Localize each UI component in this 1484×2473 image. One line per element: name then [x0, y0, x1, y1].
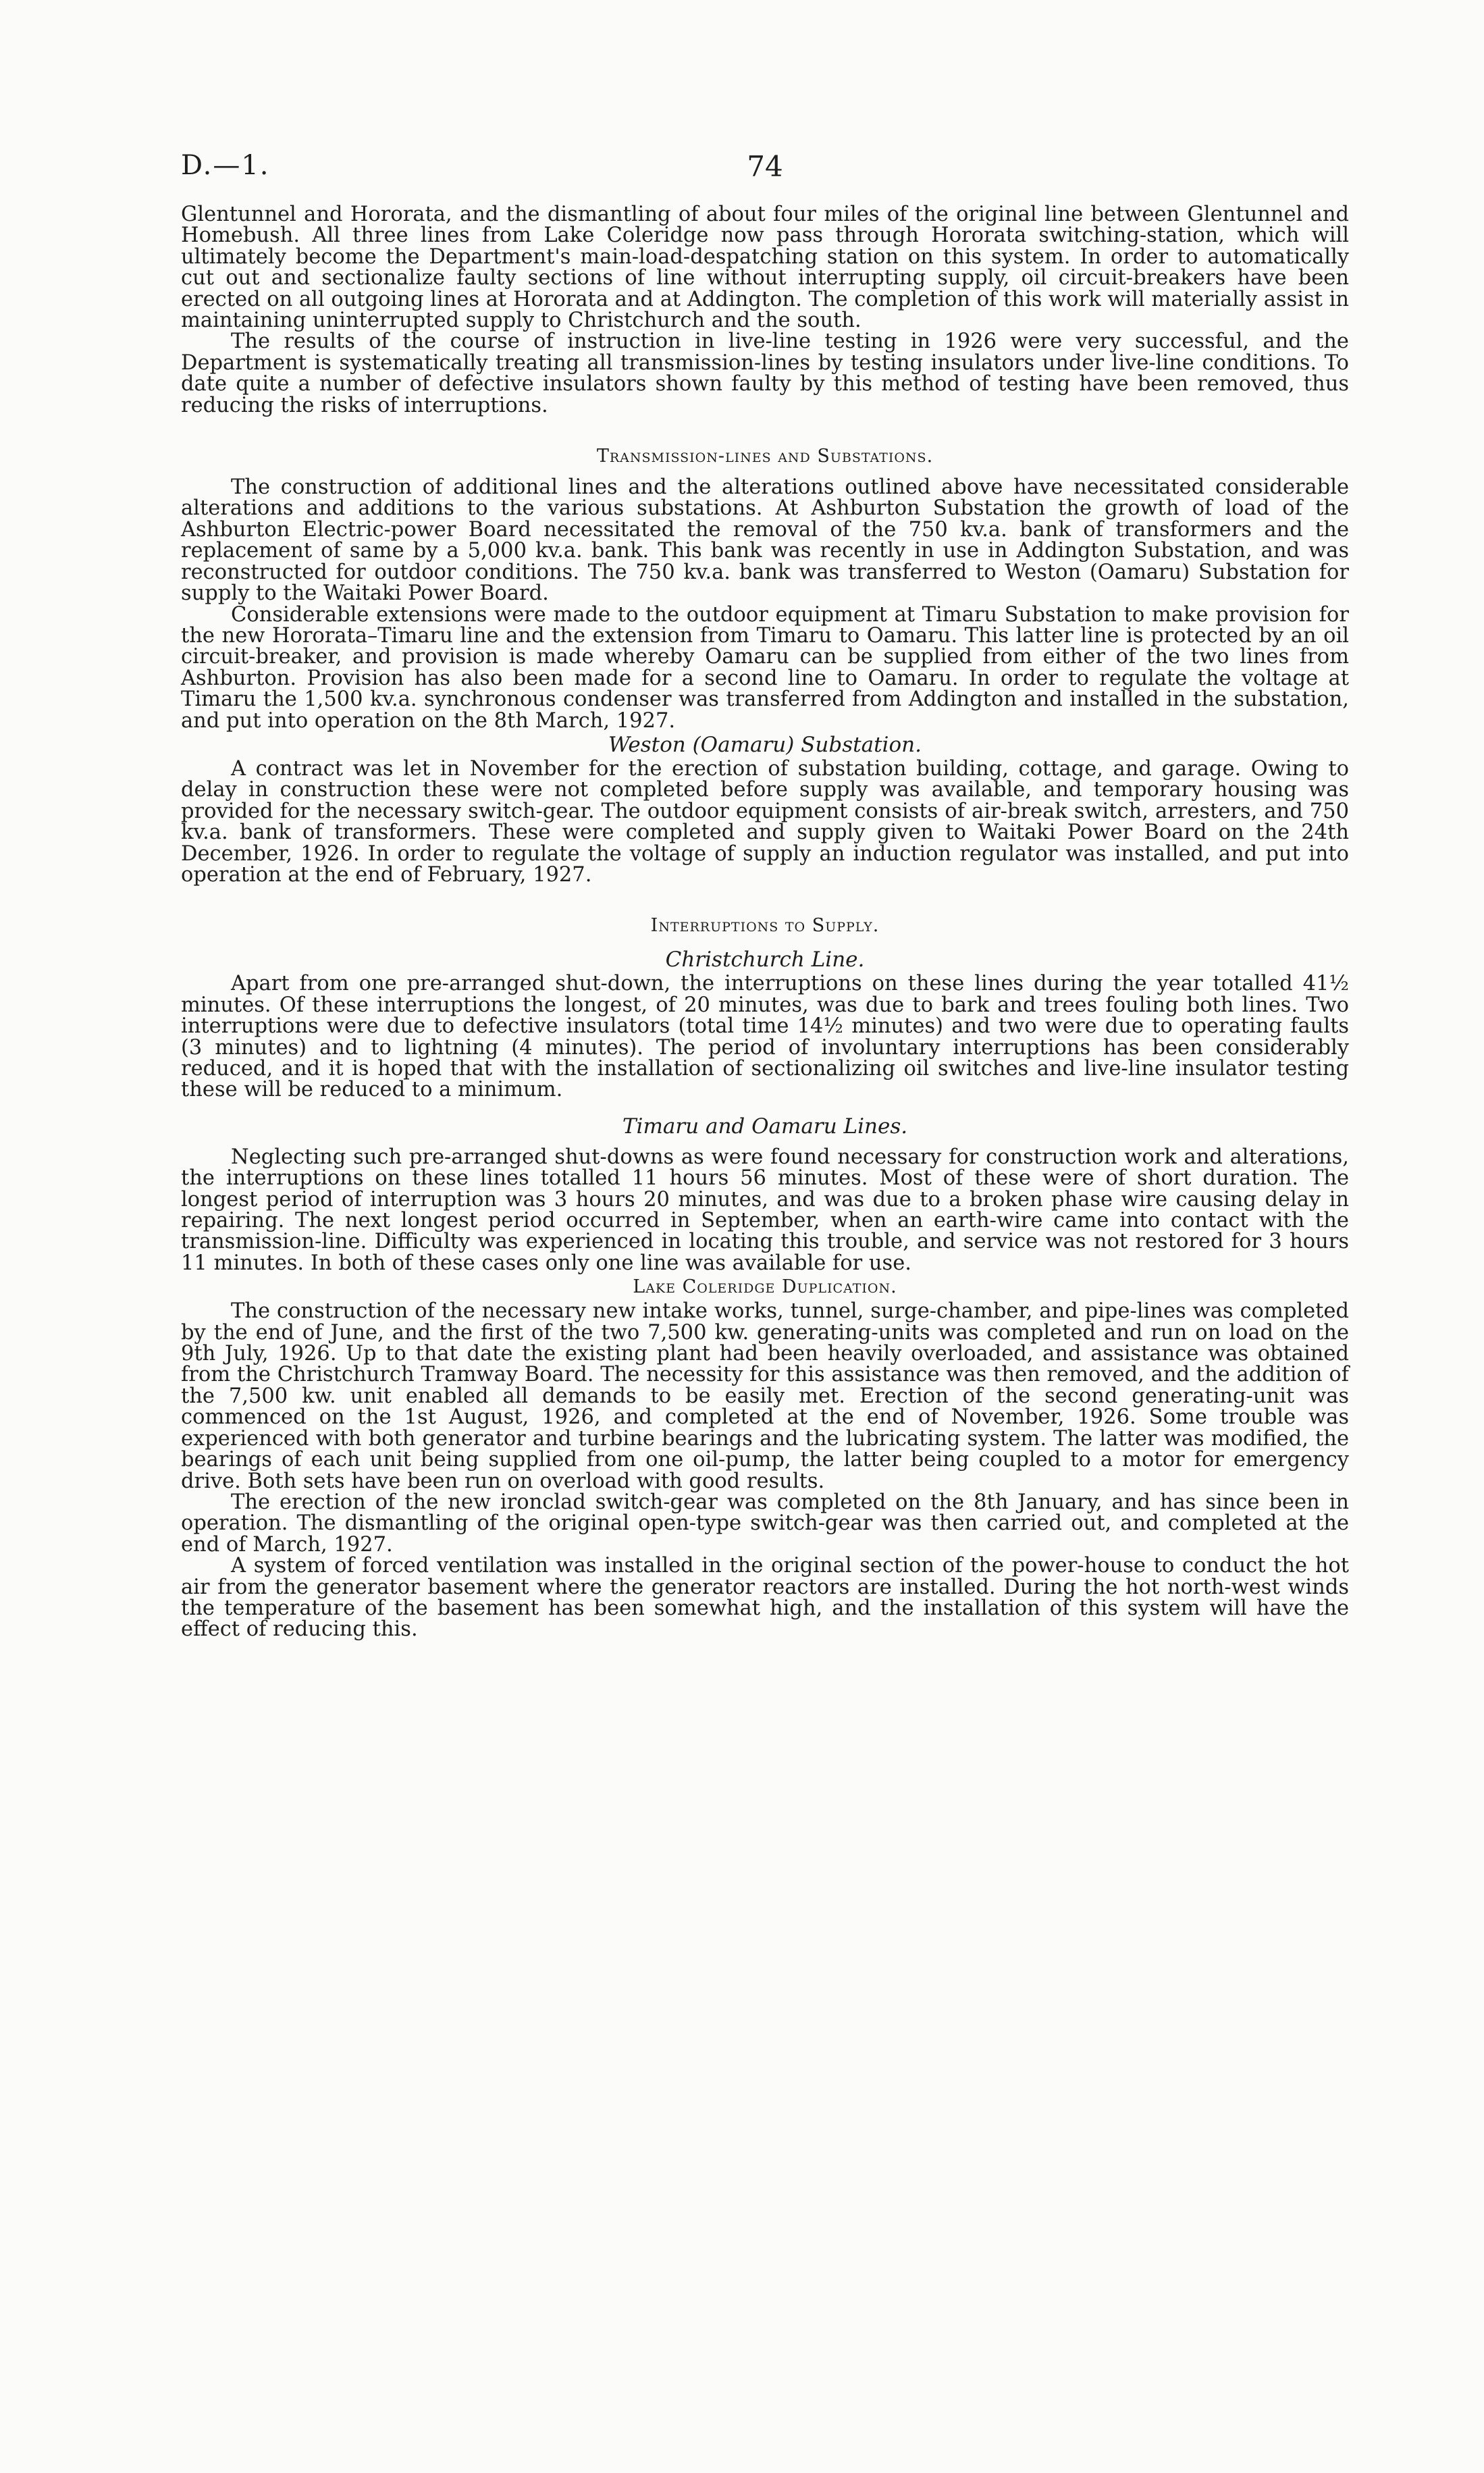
christchurch-paragraph: Apart from one pre-arranged shut-down, the interruptions on these lines during the year totalled 41½ minutes. Of these interruptions the longest, of 20 minutes, was due to bark and trees fouling both lines. Two interruptions were due to defective insulators (total time 14½ minutes) and two were due to operating faults (3 minutes) and to lightning (4 minutes). The period of involuntary interruptions has been considerably reduced, and it is hoped that with the installation of sectionalizing oil switches and live-line insulator testing these will be reduced to a minimum. — [181, 972, 1349, 1102]
page-body — [181, 204, 1349, 1640]
page-header — [181, 150, 1349, 190]
subheading-weston: Weston (Oamaru) Substation. — [608, 732, 922, 757]
section-heading-interruptions: Interruptions to Supply. — [650, 915, 880, 937]
subheading-timaru-oamaru: Timaru and Oamaru Lines. — [622, 1114, 908, 1139]
section-heading-transmission: Transmission-lines and Substations. — [596, 446, 934, 467]
duplication-paragraph-2: The erection of the new ironclad switch-gear was completed on the 8th January, and has since been in operation. The dismantling of the original open-type switch-gear was then carried out, and completed at the end of March, 1927. — [181, 1490, 1349, 1557]
duplication-paragraph-1: The construction of the necessary new intake works, tunnel, surge-chamber, and pipe-lines was completed by the end of June, and the first of the two 7,500 kw. generating-units was completed and run on load on the 9th July, 1926. Up to that date the existing plant had been heavily overloaded, and assistance was obtained from the Christchurch Tramway Board. The necessity for this assistance was then removed, and the addition of the 7,500 kw. unit enabled all demands to be easily met. Erection of the second generating-unit was commenced on the 1st August, 1926, and completed at the end of November, 1926. Some trouble was experienced with both generator and turbine bearings and the lubricating system. The latter was modified, the bearings of each unit being supplied from one oil-pump, the latter being coupled to a motor for emergency drive. Both sets have been run on overload with good results. — [181, 1299, 1349, 1493]
weston-paragraph: A contract was let in November for the erection of substation building, cottage, and garage. Owing to delay in construction these were not completed before supply was available, and temporary housing was provided for the necessary switch-gear. The outdoor equipment consists of air-break switch, arresters, and 750 kv.a. bank of transformers. These were completed and supply given to Waitaki Power Board on the 24th December, 1926. In order to regulate the voltage of supply an induction regulator was installed, and put into operation at the end of February, 1927. — [181, 756, 1349, 887]
duplication-paragraph-3: A system of forced ventilation was installed in the original section of the power-house to conduct the hot air from the generator basement where the generator reactors are installed. During the hot north-west winds the temperature of the basement has been somewhat high, and the installation of this system will have the effect of reducing this. — [181, 1554, 1349, 1642]
intro-paragraph-2: The results of the course of instruction in live-line testing in 1926 were very successful, and the Department is systematically treating all transmission-lines by testing insulators under live-line conditions. To date quite a number of defective insulators shown faulty by this method of testing have been removed, thus reducing the risks of interruptions. — [181, 330, 1349, 417]
transmission-paragraph-1: The construction of additional lines and the alterations outlined above have necessitated considerable alterations and additions to the various substations. At Ashburton Substation the growth of load of the Ashburton Electric-power Board necessitated the removal of the 750 kv.a. bank of transformers and the replacement of same by a 5,000 kv.a. bank. This bank was recently in use in Addington Substation, and was reconstructed for outdoor conditions. The 750 kv.a. bank was transferred to Weston (Oamaru) Substation for supply to the Waitaki Power Board. — [181, 475, 1349, 606]
intro-paragraph-1: Glentunnel and Hororata, and the dismantling of about four miles of the original line between Glentunnel and Homebush. All three lines from Lake Coleridge now pass through Hororata switching-station, which will ultimately become the Department's main-load-despatching station on this system. In order to automatically cut out and sectionalize faulty sections of line without interrupting supply, oil circuit-breakers have been erected on all outgoing lines at Hororata and at Addington. The completion of this work will materially assist in maintaining uninterrupted supply to Christchurch and the south. — [181, 203, 1349, 333]
timaru-paragraph: Neglecting such pre-arranged shut-downs as were found necessary for construction work and alterations, the interruptions on these lines totalled 11 hours 56 minutes. Most of these were of short duration. The longest period of interruption was 3 hours 20 minutes, and was due to a broken phase wire causing delay in repairing. The next longest period occurred in September, when an earth-wire came into contact with the transmission-line. Difficulty was experienced in locating this trouble, and service was not restored for 3 hours 11 minutes. In both of these cases only one line was available for use. — [181, 1145, 1349, 1275]
document-reference: D.—1. — [181, 150, 270, 181]
subheading-christchurch: Christchurch Line. — [665, 947, 865, 972]
section-heading-duplication: Lake Coleridge Duplication. — [633, 1276, 897, 1298]
transmission-paragraph-2: Considerable extensions were made to the outdoor equipment at Timaru Substation to make provision for the new Hororata–Timaru line and the extension from Timaru to Oamaru. This latter line is protected by an oil circuit-breaker, and provision is made whereby Oamaru can be supplied from either of the two lines from Ashburton. Provision has also been made for a second line to Oamaru. In order to regulate the voltage at Timaru the 1,500 kv.a. synchronous condenser was transferred from Addington and installed in the substation, and put into operation on the 8th March, 1927. — [181, 602, 1349, 733]
page-number: 74 — [747, 150, 783, 183]
